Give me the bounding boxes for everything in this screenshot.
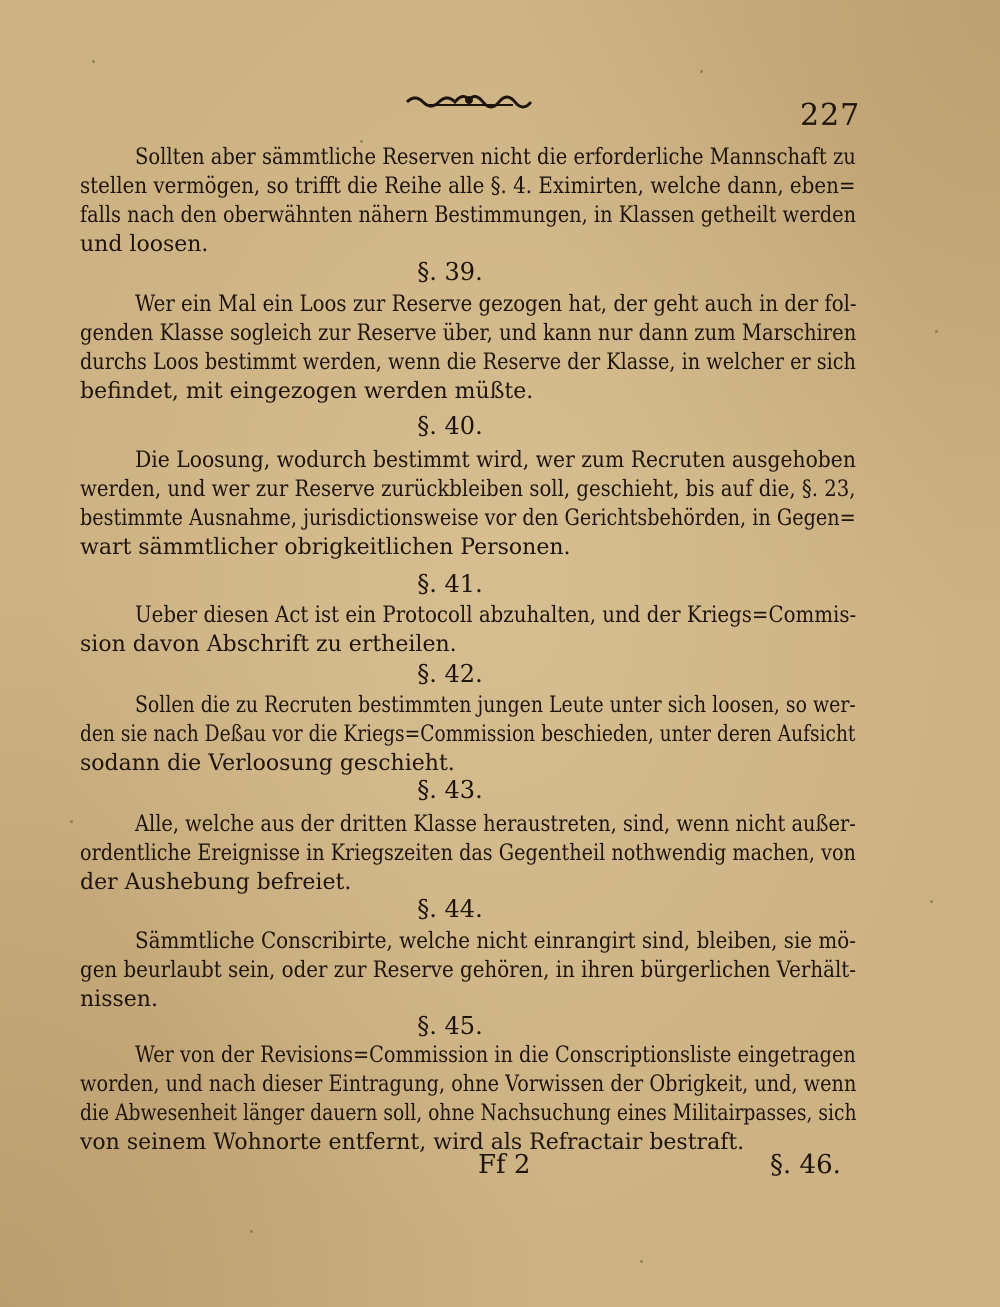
text-line: falls nach den oberwähnten nähern Bestimmungen, in Klassen getheilt werden: [80, 203, 857, 228]
paper-speck: [360, 140, 363, 143]
text-line: bestimmte Ausnahme, jurisdictionsweise vor den Gerichtsbehörden, in Gegen=: [80, 506, 856, 531]
section-heading: §. 45.: [417, 1012, 483, 1040]
paper-speck: [640, 1260, 643, 1263]
section-heading: §. 44.: [417, 895, 483, 923]
section-heading: §. 41.: [417, 570, 483, 598]
text-line: ordentliche Ereignisse in Kriegszeiten das Gegentheil nothwendig machen, von: [80, 841, 856, 866]
text-line: Alle, welche aus der dritten Klasse heraustreten, sind, wenn nicht außer-: [135, 812, 856, 837]
text-line: Sollen die zu Recruten bestimmten jungen Leute unter sich loosen, so wer-: [135, 693, 856, 718]
text-line: Ueber diesen Act ist ein Protocoll abzuhalten, und der Kriegs=Commis-: [135, 603, 857, 628]
text-line: Sämmtliche Conscribirte, welche nicht einrangirt sind, bleiben, sie mö-: [135, 929, 856, 954]
paper-speck: [70, 820, 73, 823]
text-line: sion davon Abschrift zu ertheilen.: [80, 632, 457, 657]
section-heading: §. 39.: [417, 258, 483, 286]
signature-mark: Ff 2: [478, 1150, 531, 1180]
paper-speck: [250, 1230, 253, 1233]
page-number: 227: [800, 98, 861, 133]
text-line: Sollten aber sämmtliche Reserven nicht die erforderliche Mannschaft zu: [135, 145, 856, 170]
text-line: Wer ein Mal ein Loos zur Reserve gezogen hat, der geht auch in der fol-: [135, 292, 857, 317]
section-heading: §. 42.: [417, 660, 483, 688]
text-line: werden, und wer zur Reserve zurückbleiben soll, geschieht, bis auf die, §. 23,: [80, 477, 856, 502]
text-line: genden Klasse sogleich zur Reserve über, und kann nur dann zum Marschiren: [80, 321, 857, 346]
text-line: gen beurlaubt sein, oder zur Reserve gehören, in ihren bürgerlichen Verhält-: [80, 958, 856, 983]
section-heading: §. 43.: [417, 776, 483, 804]
text-line: durchs Loos bestimmt werden, wenn die Reserve der Klasse, in welcher er sich: [80, 350, 856, 375]
text-line: nissen.: [80, 987, 158, 1012]
text-line: von seinem Wohnorte entfernt, wird als Refractair bestraft.: [80, 1130, 745, 1155]
section-heading: §. 40.: [417, 412, 483, 440]
text-line: sodann die Verloosung geschieht.: [80, 751, 455, 776]
paper-speck: [935, 330, 938, 333]
catchword: §. 46.: [770, 1150, 841, 1180]
text-line: stellen vermögen, so trifft die Reihe alle §. 4. Eximirten, welche dann, eben=: [80, 174, 856, 199]
text-line: Wer von der Revisions=Commission in die Conscriptionsliste eingetragen: [135, 1043, 856, 1068]
text-line: den sie nach Deßau vor die Kriegs=Commission beschieden, unter deren Aufsicht: [80, 722, 856, 747]
text-line: und loosen.: [80, 232, 209, 257]
text-line: die Abwesenheit länger dauern soll, ohne Nachsuchung eines Militairpasses, sich: [80, 1101, 857, 1126]
text-line: der Aushebung befreiet.: [80, 870, 352, 895]
paper-speck: [700, 70, 703, 73]
text-line: Die Loosung, wodurch bestimmt wird, wer zum Recruten ausgehoben: [135, 448, 856, 473]
text-line: wart sämmtlicher obrigkeitlichen Personen.: [80, 535, 571, 560]
paper-speck: [930, 900, 933, 903]
text-line: worden, und nach dieser Eintragung, ohne Vorwissen der Obrigkeit, und, wenn: [80, 1072, 857, 1097]
text-line: befindet, mit eingezogen werden müßte.: [80, 379, 534, 404]
ornament-icon: [405, 88, 533, 110]
paper-speck: [92, 60, 95, 63]
